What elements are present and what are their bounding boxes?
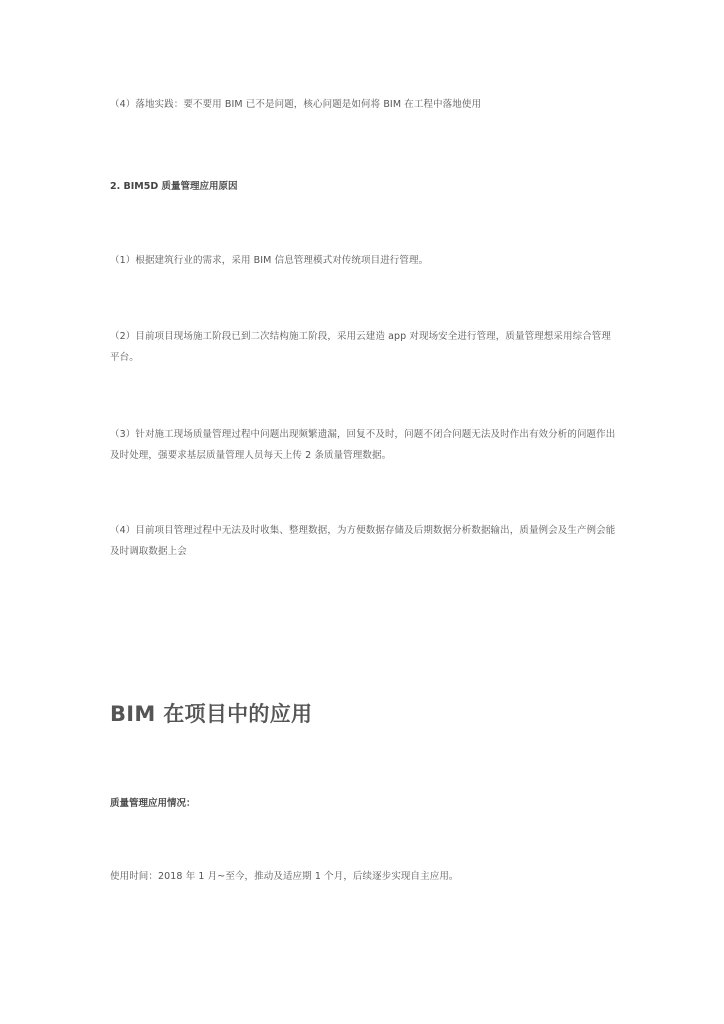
section-heading-reasons: 2. BIM5D 质量管理应用原因 [110,181,238,192]
paragraph-usage-time: 使用时间：2018 年 1 月~至今，推动及适应期 1 个月，后续逐步实现自主应用。 [110,871,459,882]
page-title: BIM 在项目中的应用 [110,702,313,726]
paragraph-reason-4: （4）目前项目管理过程中无法及时收集、整理数据，为方便数据存储及后期数据分析数据输出，质量例会及生产例会能及时调取数据上会 [110,525,616,557]
paragraph-reason-1: （1）根据建筑行业的需求，采用 BIM 信息管理模式对传统项目进行管理。 [110,255,429,266]
subheading-quality-status: 质量管理应用情况： [110,798,196,809]
paragraph-reason-2: （2）目前项目现场施工阶段已到二次结构施工阶段，采用云建造 app 对现场安全进行管理，质量管理想采用综合管理平台。 [110,331,611,363]
paragraph-reason-3: （3）针对施工现场质量管理过程中问题出现频繁遗漏，回复不及时，问题不闭合问题无法及时作出有效分析的问题作出及时处理，强要求基层质量管理人员每天上传 2 条质量管理数据。 [110,429,616,461]
paragraph-landing-practice: （4）落地实践：要不要用 BIM 已不是问题，核心问题是如何将 BIM 在工程中落地使用 [110,99,482,110]
